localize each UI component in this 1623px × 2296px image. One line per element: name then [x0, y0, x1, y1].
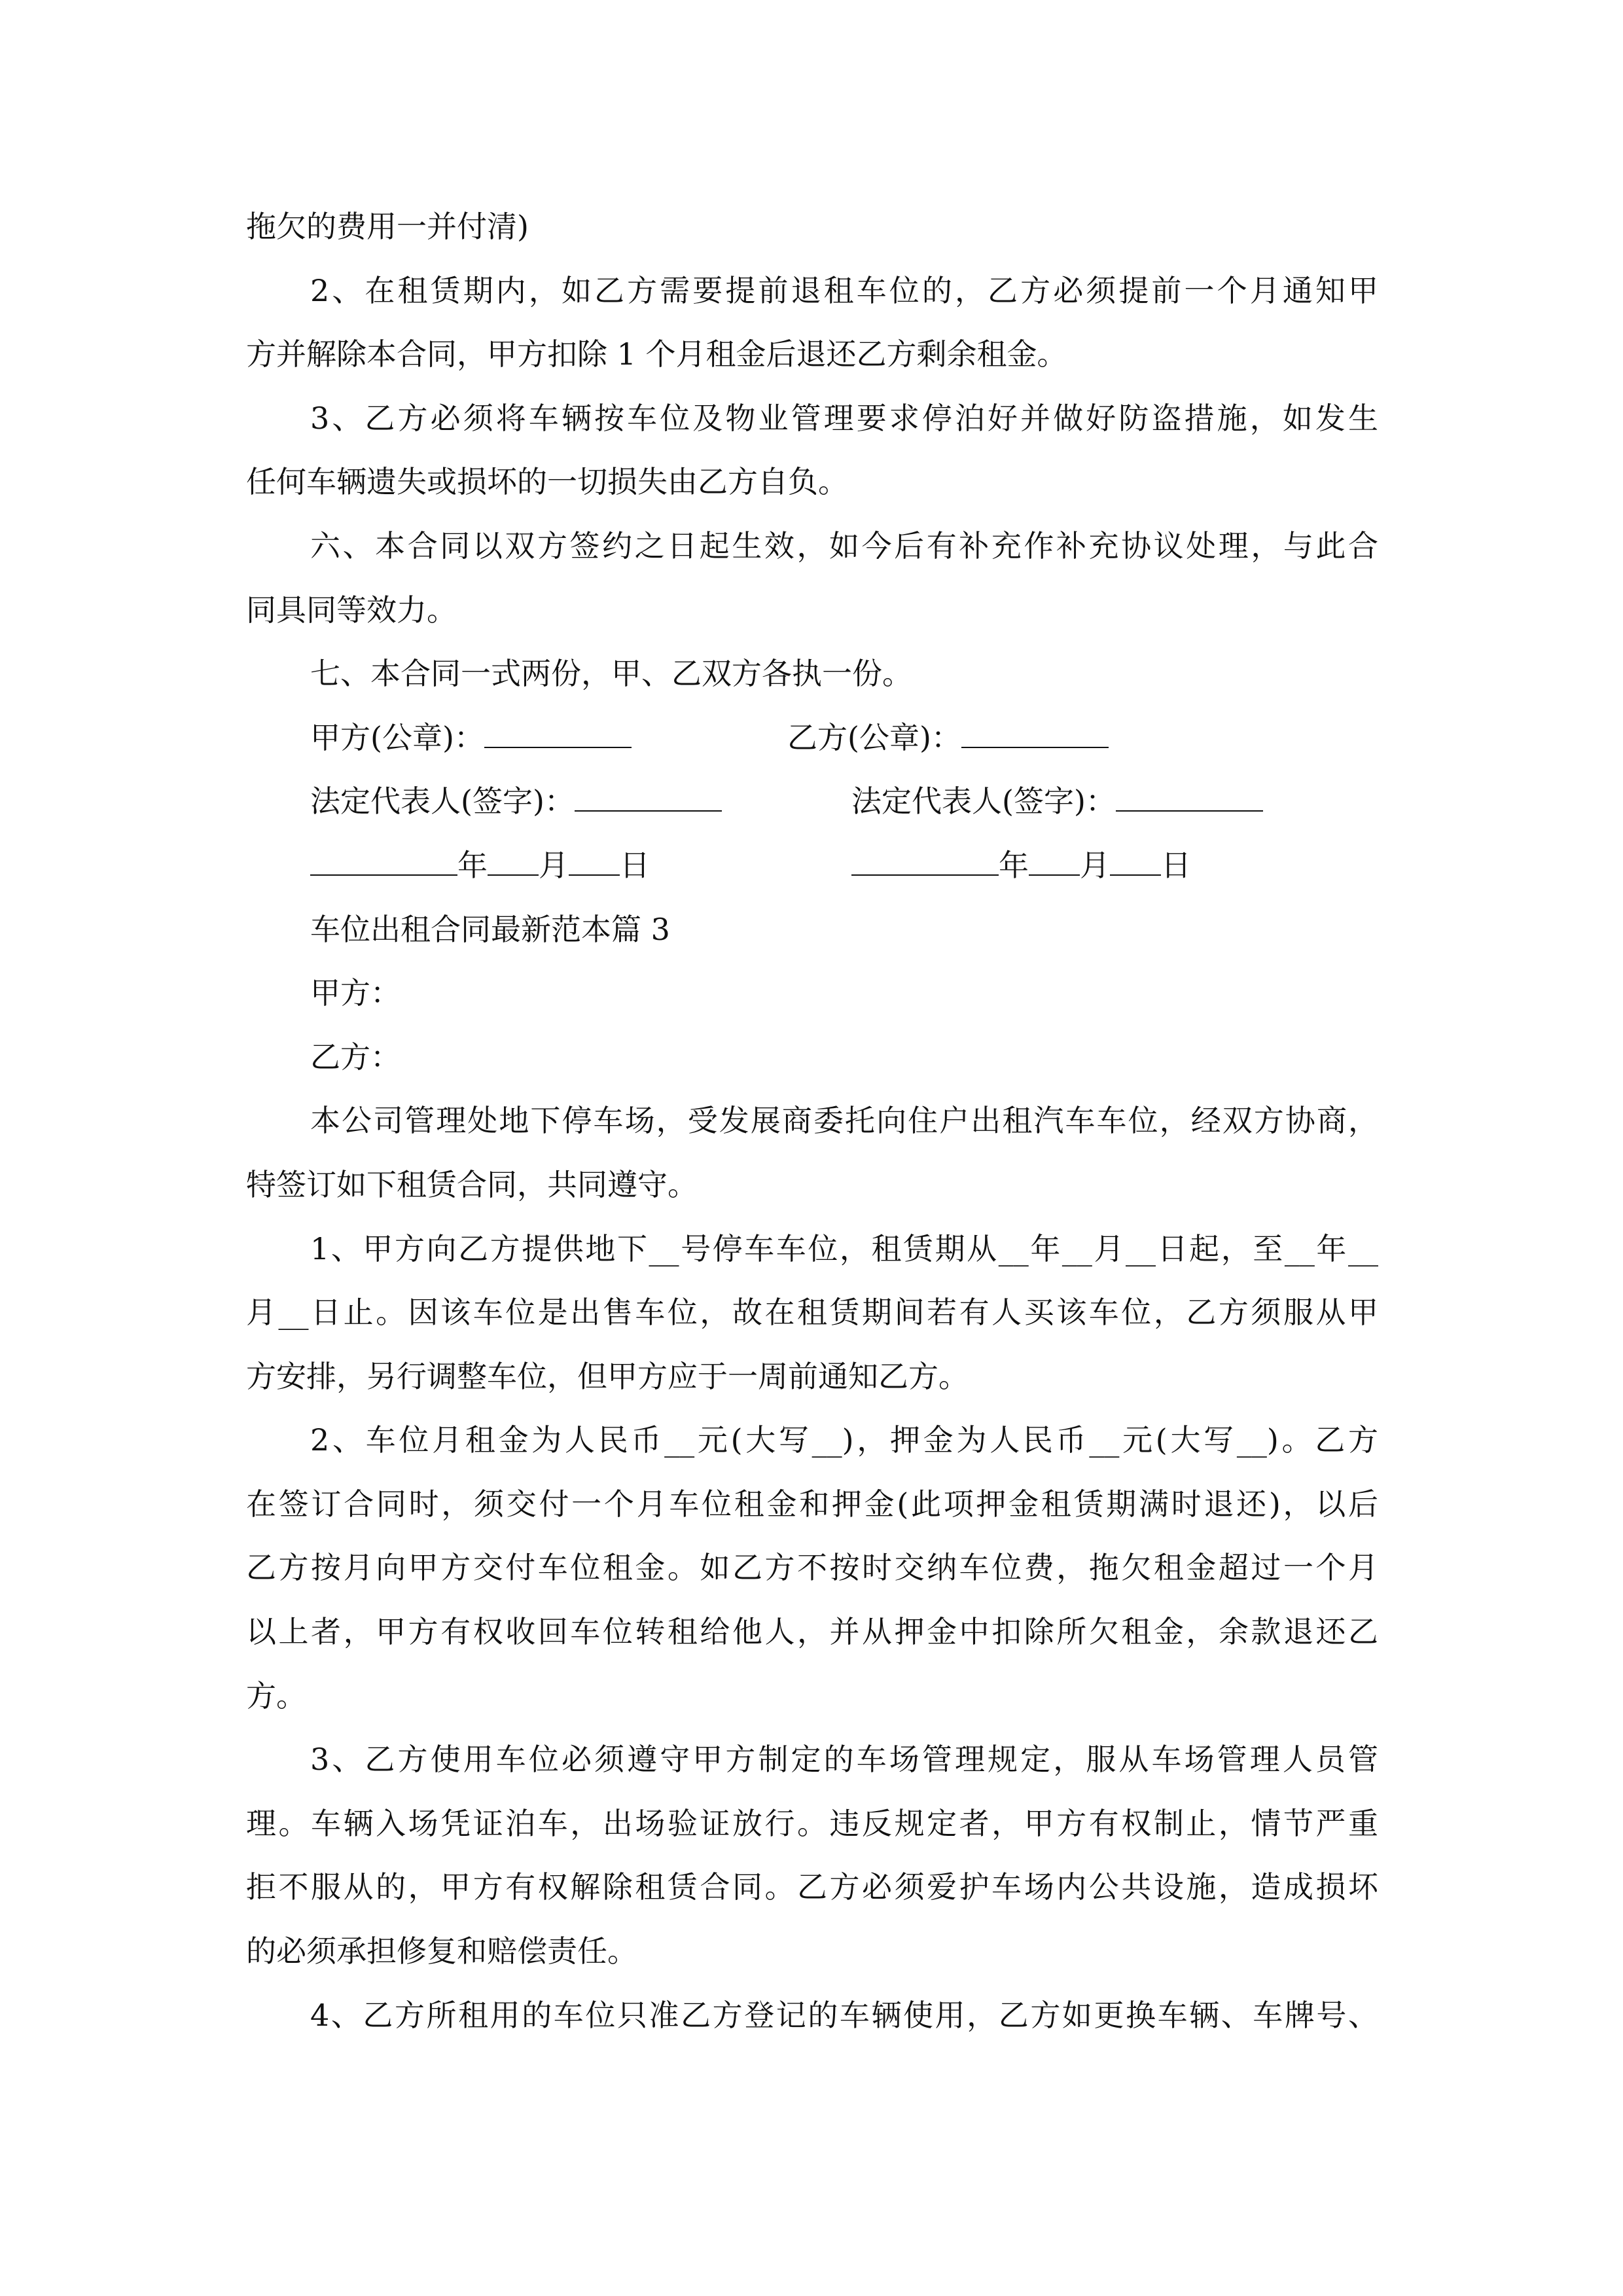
contract-clauses-top [246, 195, 1378, 706]
party-a-representative: 法定代表人(签字)： [310, 770, 722, 834]
party-b-date: 年 月 日 [851, 834, 1191, 898]
text-line: 拖欠的费用一并付清) [246, 209, 529, 244]
text-line: 甲方： [310, 975, 401, 1011]
party-b-seal: 乙方(公章)： [787, 706, 1109, 770]
party-b-rep-blank [1116, 771, 1263, 812]
text-line: 六、本合同以双方签约之日起生效，如今后有补充作补充协议处理，与此合 [310, 528, 1378, 564]
text-line: 2、车位月租金为人民币__元(大写__)，押金为人民币__元(大写__)。乙方 [310, 1422, 1378, 1458]
text-line: 车位出租合同最新范本篇 3 [310, 911, 670, 947]
contract-clauses-bottom [246, 898, 1378, 2048]
text-line: 同具同等效力。 [246, 592, 457, 628]
text-line: 以上者，甲方有权收回车位转租给他人，并从押金中扣除所欠租金，余款退还乙 [246, 1614, 1378, 1650]
text-line: 七、本合同一式两份，甲、乙双方各执一份。 [310, 656, 912, 692]
representative-row [246, 770, 1378, 834]
text-line: 本公司管理处地下停车场，受发展商委托向住户出租汽车车位，经双方协商， [310, 1103, 1378, 1139]
text-line: 理。车辆入场凭证泊车，出场验证放行。违反规定者，甲方有权制止，情节严重 [246, 1805, 1378, 1841]
text-line: 方安排，另行调整车位，但甲方应于一周前通知乙方。 [246, 1358, 969, 1394]
text-line: 特签订如下租赁合同，共同遵守。 [246, 1166, 698, 1202]
party-a-seal: 甲方(公章)： [310, 706, 632, 770]
party-a-rep-blank [575, 771, 722, 812]
document-page [246, 195, 1378, 2047]
party-b-seal-blank [961, 708, 1109, 748]
text-line: 在签订合同时，须交付一个月车位租金和押金(此项押金租赁期满时退还)，以后 [246, 1486, 1378, 1522]
text-line: 拒不服从的，甲方有权解除租赁合同。乙方必须爱护车场内公共设施，造成损坏 [246, 1869, 1378, 1905]
text-line: 方并解除本合同，甲方扣除 1 个月租金后退还乙方剩余租金。 [246, 336, 1067, 372]
text-line: 3、乙方使用车位必须遵守甲方制定的车场管理规定，服从车场管理人员管 [310, 1742, 1378, 1778]
text-line: 乙方： [310, 1039, 401, 1075]
text-line: 乙方按月向甲方交付车位租金。如乙方不按时交纳车位费，拖欠租金超过一个月 [246, 1550, 1378, 1586]
text-line: 4、乙方所租用的车位只准乙方登记的车辆使用，乙方如更换车辆、车牌号、 [310, 1997, 1378, 2033]
date-row [246, 834, 1378, 898]
seal-row [246, 706, 1378, 770]
text-line: 1、甲方向乙方提供地下__号停车车位，租赁期从__年__月__日起，至__年__ [310, 1230, 1378, 1266]
text-line: 月__日止。因该车位是出售车位，故在租赁期间若有人买该车位，乙方须服从甲 [246, 1295, 1378, 1331]
party-b-representative: 法定代表人(签字)： [851, 770, 1263, 834]
text-line: 3、乙方必须将车辆按车位及物业管理要求停泊好并做好防盗措施，如发生 [310, 400, 1378, 436]
text-line: 2、在租赁期内，如乙方需要提前退租车位的，乙方必须提前一个月通知甲 [310, 272, 1378, 308]
party-a-date: 年 月 日 [310, 834, 650, 898]
text-line: 方。 [246, 1677, 306, 1713]
text-line: 的必须承担修复和赔偿责任。 [246, 1933, 637, 1969]
party-a-seal-blank [484, 708, 632, 748]
text-line: 任何车辆遗失或损坏的一切损失由乙方自负。 [246, 464, 848, 500]
